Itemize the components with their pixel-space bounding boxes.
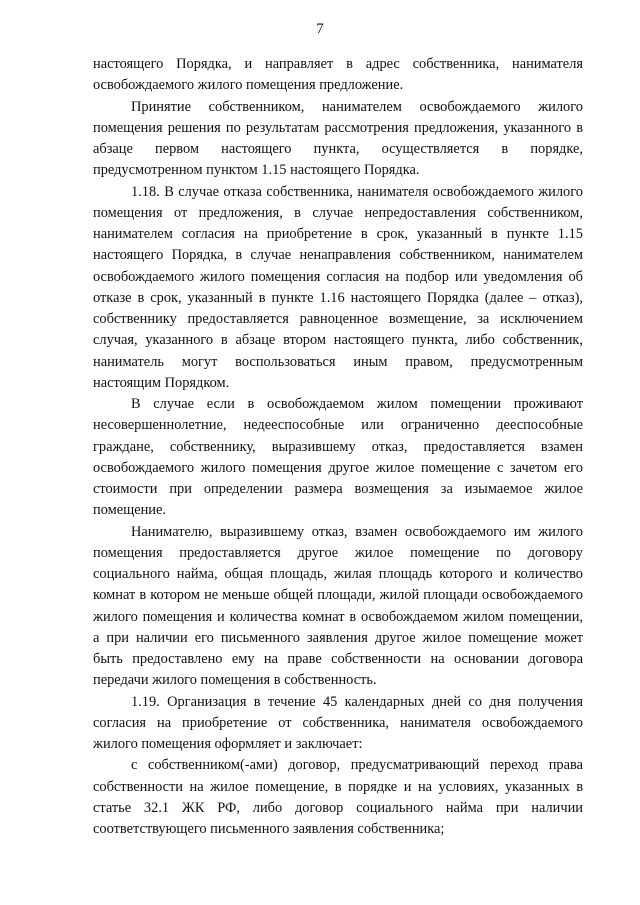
paragraph-decision: Принятие собственником, нанимателем освобождаемого жилого помещения решения по результатам рассмотрения предложения, указанного в абзаце первом настоящего пункта, осуществляется в порядке, предусмотренном пунктом 1.15 настоящего Порядка.	[93, 98, 583, 179]
paragraph-clause-1-18: 1.18. В случае отказа собственника, нанимателя освобождаемого жилого помещения от предложения, в случае непредоставления собственником, нанимателем согласия на приобретение в срок, указанный в пункте 1.15 настоящего Порядка, в случае ненаправления собственником, нанимателем освобождаемого жилого помещения согласия на подбор или уведомления об отказе в срок, указанный в пункте 1.16 настоящего Порядка (далее – отказ), собственнику предоставляется равноценное возмещение, за исключением случая, указанного в абзаце втором настоящего пункта, либо собственник, наниматель могут воспользоваться иным правом, предусмотренным настоящим Порядком.	[93, 183, 583, 391]
paragraph-continuation: настоящего Порядка, и направляет в адрес собственника, нанимателя освобождаемого жилого помещения предложение.	[93, 56, 583, 94]
document-body	[93, 54, 583, 840]
paragraph-clause-1-19: 1.19. Организация в течение 45 календарных дней со дня получения согласия на приобретение от собственника, нанимателя освобождаемого жилого помещения оформляет и заключает:	[93, 693, 583, 752]
paragraph-tenant: Нанимателю, выразившему отказ, взамен освобождаемого им жилого помещения предоставляется другое жилое помещение по договору социального найма, общая площадь, жилая площадь которого и количество комнат в котором не меньше общей площади, жилой площади освобождаемого жилого помещения и количества комнат в освобождаемом жилом помещении, а при наличии его письменного заявления другое жилое помещение может быть предоставлено ему на праве собственности на основании договора передачи жилого помещения в собственность.	[93, 523, 583, 689]
paragraph-owner-contract: с собственником(-ами) договор, предусматривающий переход права собственности на жилое помещение, в порядке и на условиях, указанных в статье 32.1 ЖК РФ, либо договор социального найма при наличии соответствующего письменного заявления собственника;	[93, 757, 583, 837]
page-number: 7	[316, 21, 324, 37]
paragraph-minors: В случае если в освобождаемом жилом помещении проживают несовершеннолетние, недееспособные или ограниченно дееспособные граждане, собственнику, выразившему отказ, предоставляется взамен освобождаемого жилого помещения другое жилое помещение с зачетом его стоимости при определении размера возмещения за изымаемое жилое помещение.	[93, 396, 583, 519]
